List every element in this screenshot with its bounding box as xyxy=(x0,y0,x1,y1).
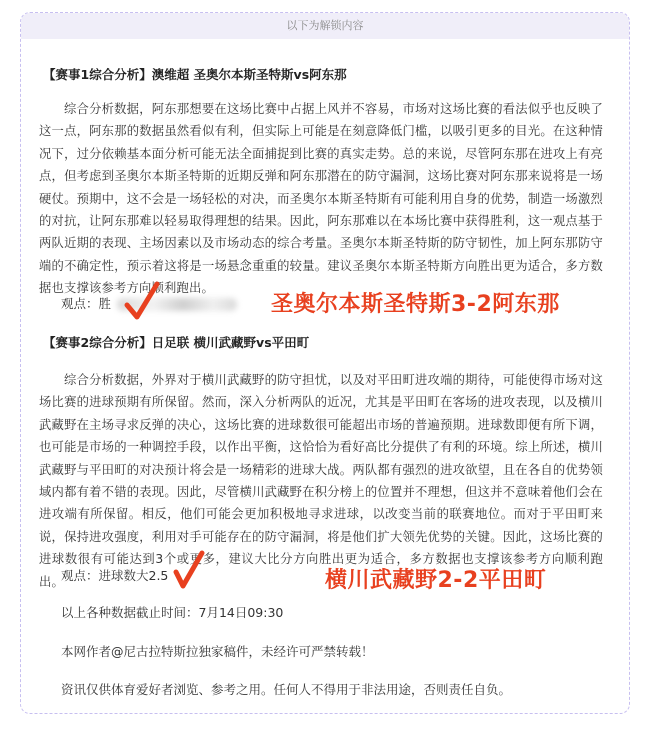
match2-heading: 【赛事2综合分析】日足联 横川武藏野vs平田町 xyxy=(43,335,310,350)
unlock-banner: 以下为解锁内容 xyxy=(21,13,629,39)
match1-view-label: 观点：胜 xyxy=(61,296,112,311)
check-mark-icon xyxy=(171,550,207,592)
unlocked-content-panel xyxy=(20,12,630,714)
match1-result: 圣奥尔本斯圣特斯3-2阿东那 xyxy=(271,292,560,317)
copyright-notice: 本网作者@尼古拉特斯拉独家稿件，未经许可严禁转载！ xyxy=(61,644,374,659)
match2-result: 横川武藏野2-2平田町 xyxy=(325,568,547,593)
match2-view: 观点：进球数大2.5 xyxy=(61,568,169,583)
check-mark-icon xyxy=(123,281,161,321)
disclaimer: 资讯仅供体育爱好者浏览、参考之用。任何人不得用于非法用途，否则责任自负。 xyxy=(61,682,512,697)
match2-analysis: 综合分析数据，外界对于横川武藏野的防守担忧，以及对平田町进攻端的期待，可能使得市场对这场比赛的进球预期有所保留。然而，深入分析两队的近况，尤其是平田町在客场的进攻表现，以及横川武藏野在主场寻求反弹的决心，这场比赛的进球数很可能超出市场的普遍预期。进球数即便有所下调，也可能是市场的一种调控手段，以作出平衡，这恰恰为看好高比分提供了有利的环境。综上所述，横川武藏野与平田町的对决预计将会是一场精彩的进球大战。两队都有强烈的进攻欲望，且在各自的优势领域内都有着不错的表现。因此，尽管横川武藏野在积分榜上的位置并不理想，但这并不意味着他们会在进攻端有所保留。相反，他们可能会更加积极地寻求进球，以改变当前的联赛地位。而对于平田町来说，保持进攻强度，利用对手可能存在的防守漏洞，将是他们扩大领先优势的关键。因此，这场比赛的进球数很有可能达到3个或更多，建议大比分方向胜出更为适合，多方数据也支撑该参考方向顺利跑出。 xyxy=(39,373,603,589)
match1-heading: 【赛事1综合分析】澳维超 圣奥尔本斯圣特斯vs阿东那 xyxy=(43,67,347,82)
data-deadline: 以上各种数据截止时间：7月14日09:30 xyxy=(61,605,284,620)
match1-analysis: 综合分析数据，阿东那想要在这场比赛中占据上风并不容易，市场对这场比赛的看法似乎也反映了这一点，阿东那的数据虽然看似有利，但实际上可能是在刻意降低门槛，以吸引更多的目光。在这种情况下，过分依赖基本面分析可能无法全面捕捉到比赛的真实走势。总的来说，尽管阿东那在进攻上有亮点，但考虑到圣奥尔本斯圣特斯的近期反弹和阿东那潜在的防守漏洞，这场比赛对阿东那来说将是一场硬仗。预期中，这不会是一场轻松的对决，而圣奥尔本斯圣特斯有可能利用自身的优势，制造一场激烈的对抗，让阿东那难以轻易取得理想的结果。因此，阿东那难以在本场比赛中获得胜利，这一观点基于两队近期的表现、主场因素以及市场动态的综合考量。圣奥尔本斯圣特斯的防守韧性，加上阿东那防守端的不确定性，预示着这将是一场悬念重重的较量。建议圣奥尔本斯圣特斯方向胜出更为适合，多方数据也支撑该参考方向顺利跑出。 xyxy=(39,102,603,296)
